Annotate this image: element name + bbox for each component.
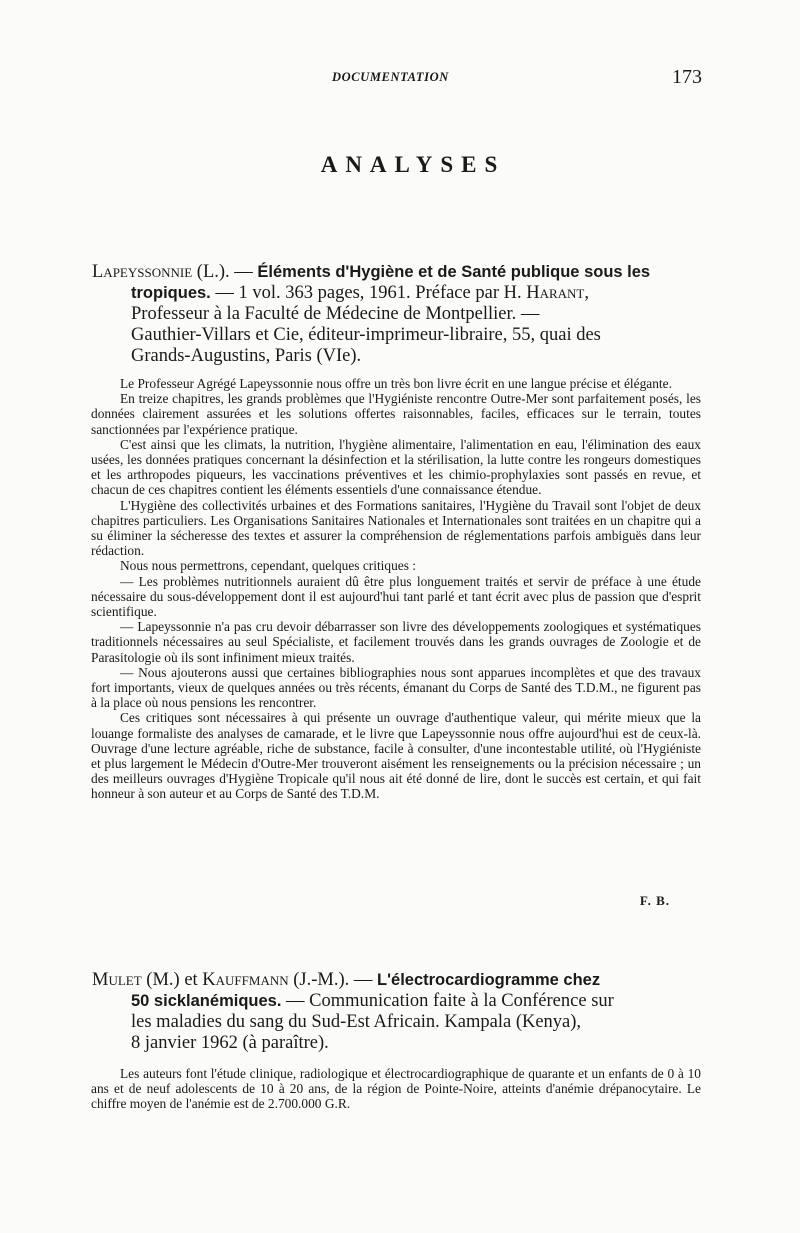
review2-author2: Kauffmann: [202, 970, 289, 990]
review2-paragraph: Les auteurs font l'étude clinique, radiologique et électrocardiographique de quarante et un enfants de 0 à 10 ans et de neuf adolescents de 10 à 20 ans, de la région de Pointe-Noire, atteints d'anémie drépanocytaire. Le chiffre moyen de l'anémie est de 2.700.000 G.R.: [91, 1066, 701, 1112]
review1-ref-line2: tropiques. — 1 vol. 363 pages, 1961. Préface par H. Harant,: [131, 283, 589, 303]
review1-paragraph: Nous nous permettrons, cependant, quelques critiques :: [120, 558, 417, 574]
review2-body: [91, 1066, 701, 1112]
page-number: 173: [672, 66, 702, 88]
review1-paragraph: L'Hygiène des collectivités urbaines et des Formations sanitaires, l'Hygiène du Travail sont l'objet de deux chapitres particuliers. Les Organisations Sanitaires Nationales et Internationales sont traitées en un chapitre qui a su éliminer la sécheresse des textes et assurer la compréhension de réglementations parfois ambiguës dans leur rédaction.: [91, 497, 701, 559]
review1-author: Lapeyssonnie: [92, 262, 193, 282]
review1-ref-line1: Lapeyssonnie (L.). — Éléments d'Hygiène et de Santé publique sous les: [92, 262, 651, 282]
review1-paragraph: — Les problèmes nutritionnels auraient dû être plus longuement traités et servir de préface à une étude nécessaire du sous-développement dont il est aujourd'hui tant parlé et tant écrit avec plus de passion que d'esprit scientifique.: [91, 573, 701, 620]
review1-paragraph: Ces critiques sont nécessaires à qui présente un ouvrage d'authentique valeur, qui mérite mieux que la louange formaliste des analyses de camarade, et le livre que Lapeyssonnie nous offre aujourd'hui est de ceux-là. Ouvrage d'une lecture agréable, riche de substance, facile à consulter, d'une incontestable utilité, où l'Hygiéniste et plus largement le Médecin d'Outre-Mer trouveront aisément les renseignements ou la précision nécessaire ; un des meilleurs ouvrages d'Hygiène Tropicale qu'il nous ait été donné de lire, dont le succès est certain, et qui fait honneur à son auteur et au Corps de Santé des T.D.M.: [91, 710, 701, 802]
review2-reference: [92, 970, 704, 1054]
section-title: DOCUMENTATION: [332, 70, 449, 84]
review2-ref-line1: Mulet (M.) et Kauffmann (J.-M.). — L'électrocardiogramme chez: [92, 970, 601, 990]
review1-paragraph: — Lapeyssonnie n'a pas cru devoir débarrasser son livre des développements zoologiques et systématiques traditionnels nécessaires au seul Spécialiste, et facilement trouvés dans les grands ouvrages de Zoologie et de Parasitologie où ils sont infiniment mieux traités.: [91, 619, 701, 665]
review2-ref-line2: 50 sicklanémiques. — Communication faite à la Conférence sur: [131, 991, 614, 1011]
page-title: ANALYSES: [320, 152, 506, 177]
review1-signature: F. B.: [639, 893, 670, 908]
review1-ref-line5: Grands-Augustins, Paris (VIe).: [131, 346, 362, 366]
review2-ref-line3: les maladies du sang du Sud-Est Africain. Kampala (Kenya),: [131, 1012, 582, 1032]
review2-author1: Mulet: [92, 970, 142, 990]
review1-book-title: Éléments d'Hygiène et de Santé publique sous les: [257, 263, 651, 281]
review1-reference: [92, 262, 704, 367]
review1-paragraph: Le Professeur Agrégé Lapeyssonnie nous offre un très bon livre écrit en une langue précise et élégante.: [120, 376, 672, 391]
running-header: [0, 66, 800, 90]
review1-paragraph: C'est ainsi que les climats, la nutrition, l'hygiène alimentaire, l'alimentation en eau, l'élimination des eaux usées, les données pratiques concernant la désinfection et la stérilisation, la lutte contre les rongeurs domestiques et les arthropodes piqueurs, les vaccinations préventives et les chimio-prophylaxies sont passés en revue, et chacun de ces chapitres contient les éléments essentiels d'une connaissance étendue.: [91, 436, 701, 498]
review2-ref-line4: 8 janvier 1962 (à paraître).: [131, 1033, 329, 1053]
review1-body: [91, 376, 701, 802]
review1-paragraph: En treize chapitres, les grands problèmes que l'Hygiéniste rencontre Outre-Mer sont parfaitement posés, les données clairement assurées et les solutions offertes raisonnables, faciles, efficaces sur le terrain, toutes sanctionnées par l'expérience pratique.: [91, 391, 701, 437]
review2-article-title: L'électrocardiogramme chez: [377, 971, 601, 989]
review1-ref-line3: Professeur à la Faculté de Médecine de Montpellier. —: [131, 304, 540, 324]
review1-ref-line4: Gauthier-Villars et Cie, éditeur-imprimeur-libraire, 55, quai des: [131, 325, 601, 345]
review1-paragraph: — Nous ajouterons aussi que certaines bibliographies nous sont apparues incomplètes et que des travaux fort importants, vieux de quelques années ou très récents, émanant du Corps de Santé des T.D.M., ne figurent pas à la place où nous pensions les rencontrer.: [91, 664, 701, 711]
